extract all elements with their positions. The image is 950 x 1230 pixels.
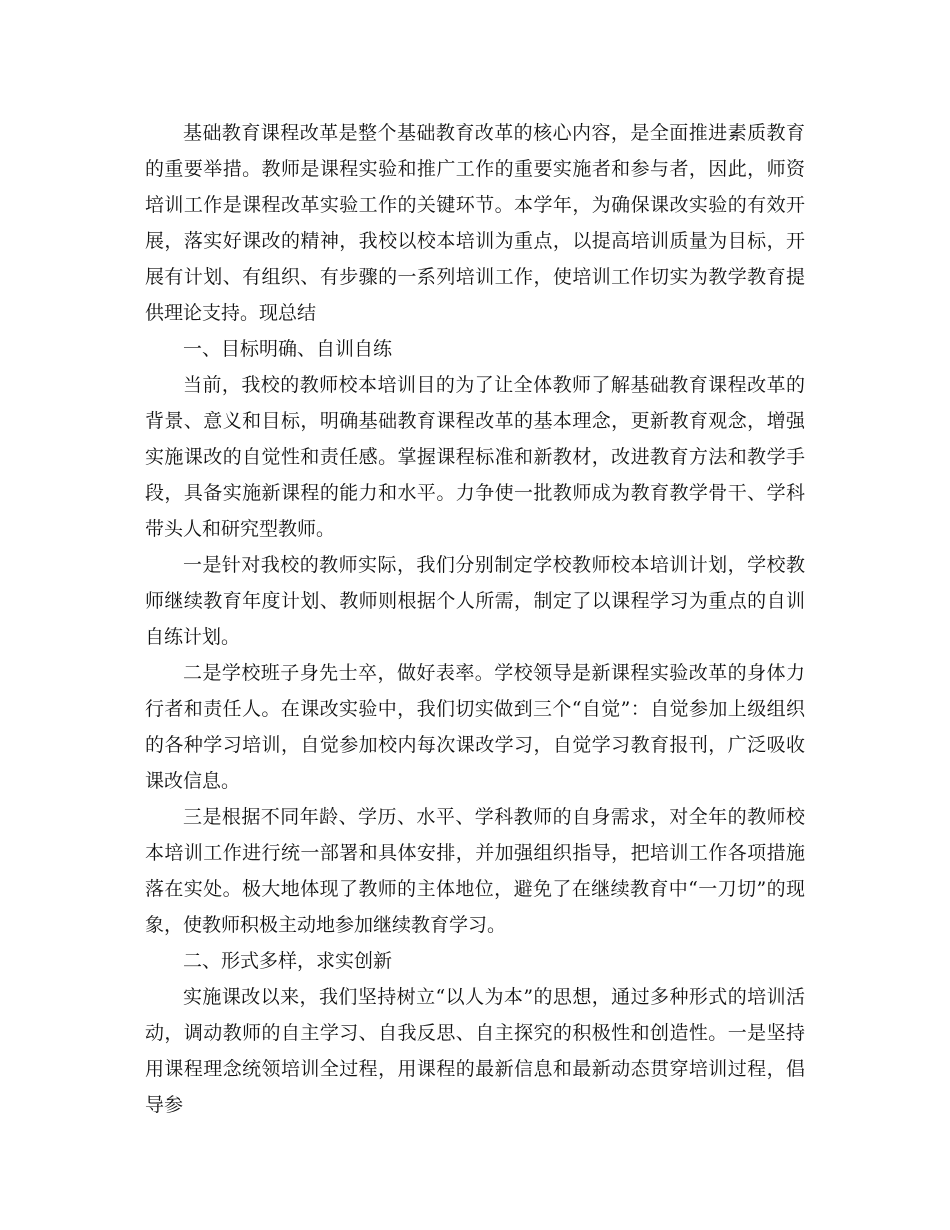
intro-paragraph: 基础教育课程改革是整个基础教育改革的核心内容，是全面推进素质教育的重要举措。教师是课程实验和推广工作的重要实施者和参与者，因此，师资培训工作是课程改革实验工作的关键环节。本学年，为确保课改实验的有效开展，落实好课改的精神，我校以校本培训为重点，以提高培训质量为目标，开展有计划、有组织、有步骤的一系列培训工作，使培训工作切实为教学教育提供理论支持。现总结: [145, 122, 805, 324]
section-1-paragraph-1: 当前，我校的教师校本培训目的为了让全体教师了解基础教育课程改革的背景、意义和目标，明确基础教育课程改革的基本理念，更新教育观念，增强实施课改的自觉性和责任感。掌握课程标准和新教材，改进教育方法和教学手段，具备实施新课程的能力和水平。力争使一批教师成为教育教学骨干、学科带头人和研究型教师。: [145, 374, 805, 540]
section-2-paragraph-1: 实施课改以来，我们坚持树立“以人为本”的思想，通过多种形式的培训活动，调动教师的自主学习、自我反思、自主探究的积极性和创造性。一是坚持用课程理念统领培训全过程，用课程的最新信息和最新动态贯穿培训过程，倡导参: [145, 986, 805, 1116]
section-1-paragraph-3: 二是学校班子身先士卒，做好表率。学校领导是新课程实验改革的身体力行者和责任人。在课改实验中，我们切实做到三个“自觉”：自觉参加上级组织的各种学习培训，自觉参加校内每次课改学习，自觉学习教育报刊，广泛吸收课改信息。: [145, 662, 805, 792]
section-1-paragraph-4: 三是根据不同年龄、学历、水平、学科教师的自身需求，对全年的教师校本培训工作进行统一部署和具体安排，并加强组织指导，把培训工作各项措施落在实处。极大地体现了教师的主体地位，避免了在继续教育中“一刀切”的现象，使教师积极主动地参加继续教育学习。: [145, 806, 805, 936]
section-heading-1: 一、目标明确、自训自练: [183, 338, 393, 360]
section-1-paragraph-2: 一是针对我校的教师实际，我们分别制定学校教师校本培训计划，学校教师继续教育年度计划、教师则根据个人所需，制定了以课程学习为重点的自训自练计划。: [145, 554, 805, 648]
document-body: [145, 115, 805, 1123]
section-heading-2: 二、形式多样，求实创新: [183, 950, 393, 972]
